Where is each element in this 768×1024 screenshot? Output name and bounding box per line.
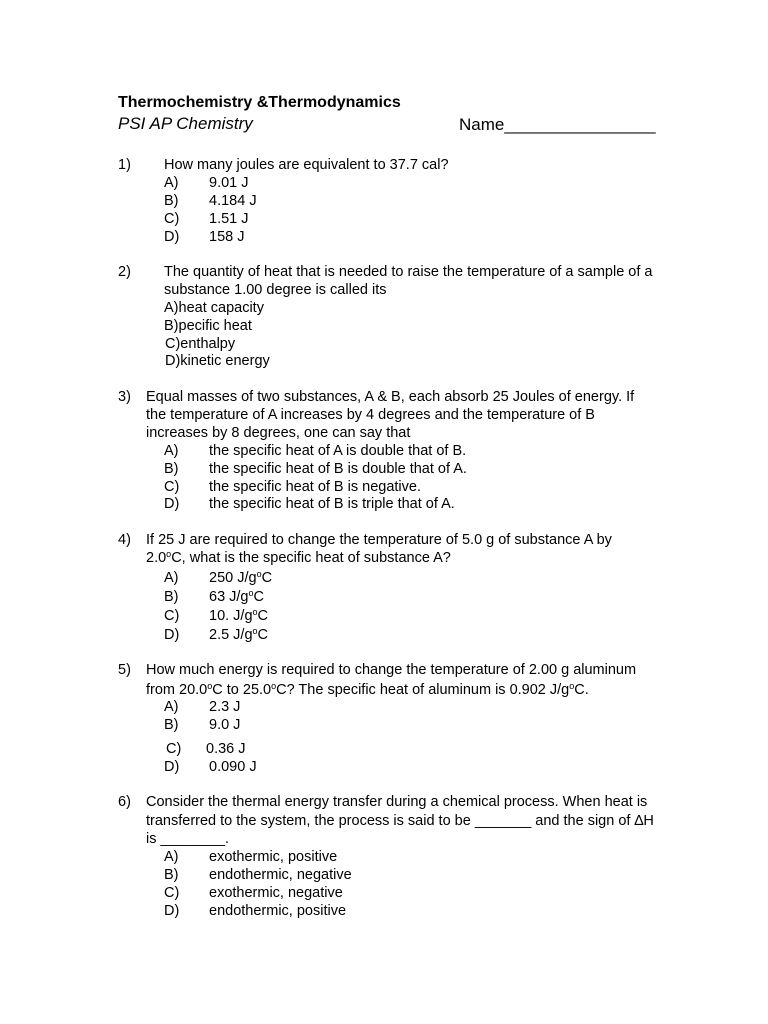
choice-text: 1.51 J (209, 211, 249, 227)
question-text: The quantity of heat that is needed to raise the temperature of a sample of a (164, 264, 653, 280)
choice-text: 250 $J/g^oC$ (209, 569, 273, 586)
choice-text: 2.5 $J/g^oC$ (209, 626, 269, 643)
choice-text: A)heat capacity (164, 300, 264, 316)
choice-text: 9.0 J (209, 717, 241, 733)
choice-text: 0.36 J (206, 741, 246, 757)
choice-text: C)enthalpy (165, 336, 236, 352)
question-text: 2.0$^o$C, what is the specific heat of substance A? (146, 549, 451, 566)
choice-text: exothermic, positive (209, 849, 338, 865)
question-number: 4) (118, 532, 131, 548)
choice-letter: C) (164, 608, 180, 624)
choice-text: endothermic, negative (209, 867, 352, 883)
question-text: Consider the thermal energy transfer during a chemical process. When heat is (146, 794, 648, 810)
question-number: 5) (118, 662, 131, 678)
question-text: transferred to the system, the process is said to be _______ and the sign of ∆H (146, 813, 654, 829)
choice-letter: B) (164, 867, 179, 883)
choice-text: 2.3 J (209, 699, 241, 715)
question-text: the temperature of A increases by 4 degrees and the temperature of B (146, 407, 595, 423)
choice-letter: A) (164, 175, 179, 191)
choice-letter: A) (164, 849, 179, 865)
question-text: If 25 J are required to change the temperature of 5.0 g of substance A by (146, 532, 612, 548)
choice-letter: A) (164, 443, 179, 459)
choice-text: B)pecific heat (164, 318, 252, 334)
choice-text: 0.090 J (209, 759, 257, 775)
question-text: Equal masses of two substances, A & B, each absorb 25 Joules of energy. If (146, 389, 635, 405)
choice-letter: C) (164, 479, 180, 495)
choice-letter: B) (164, 193, 179, 209)
page-title: Thermochemistry &Thermodynamics (118, 94, 401, 111)
page-subtitle: PSI AP Chemistry (118, 114, 253, 133)
choice-letter: D) (164, 229, 180, 245)
choice-letter: D) (164, 627, 180, 643)
choice-text: endothermic, positive (209, 903, 347, 919)
choice-text: 9.01 J (209, 175, 249, 191)
choice-text: D)kinetic energy (165, 353, 270, 369)
choice-letter: C) (166, 741, 182, 757)
choice-text: exothermic, negative (209, 885, 343, 901)
choice-letter: A) (164, 699, 179, 715)
choice-text: 4.184 J (209, 193, 257, 209)
question-number: 1) (118, 157, 131, 173)
choice-letter: A) (164, 570, 179, 586)
choice-text: 10. $J/g^oC$ (209, 607, 269, 624)
name-field: Name________________ (459, 115, 656, 134)
choice-letter: C) (164, 885, 180, 901)
choice-text: the specific heat of B is double that of A. (209, 461, 467, 477)
question-text: How much energy is required to change the temperature of 2.00 g aluminum (146, 662, 637, 678)
question-text: is ________. (146, 831, 230, 847)
question-number: 3) (118, 389, 131, 405)
question-text: increases by 8 degrees, one can say that (146, 425, 411, 441)
choice-text: the specific heat of A is double that of B. (209, 443, 467, 459)
choice-text: 63 $J/g^oC$ (209, 588, 264, 605)
question-text: from 20.0$^o$C to 25.0$^o$C? The specific heat of aluminum is 0.902 $J/g^oC$. (146, 681, 589, 698)
choice-letter: D) (164, 496, 180, 512)
choice-text: the specific heat of B is negative. (209, 479, 421, 495)
choice-letter: B) (164, 461, 179, 477)
choice-letter: C) (164, 211, 180, 227)
choice-letter: B) (164, 717, 179, 733)
choice-text: 158 J (209, 229, 245, 245)
choice-text: the specific heat of B is triple that of A. (209, 496, 455, 512)
choice-letter: D) (164, 903, 180, 919)
choice-letter: B) (164, 589, 179, 605)
question-number: 2) (118, 264, 131, 280)
choice-letter: D) (164, 759, 180, 775)
question-number: 6) (118, 794, 131, 810)
question-text: How many joules are equivalent to 37.7 cal? (164, 157, 449, 173)
question-text: substance 1.00 degree is called its (164, 282, 387, 298)
